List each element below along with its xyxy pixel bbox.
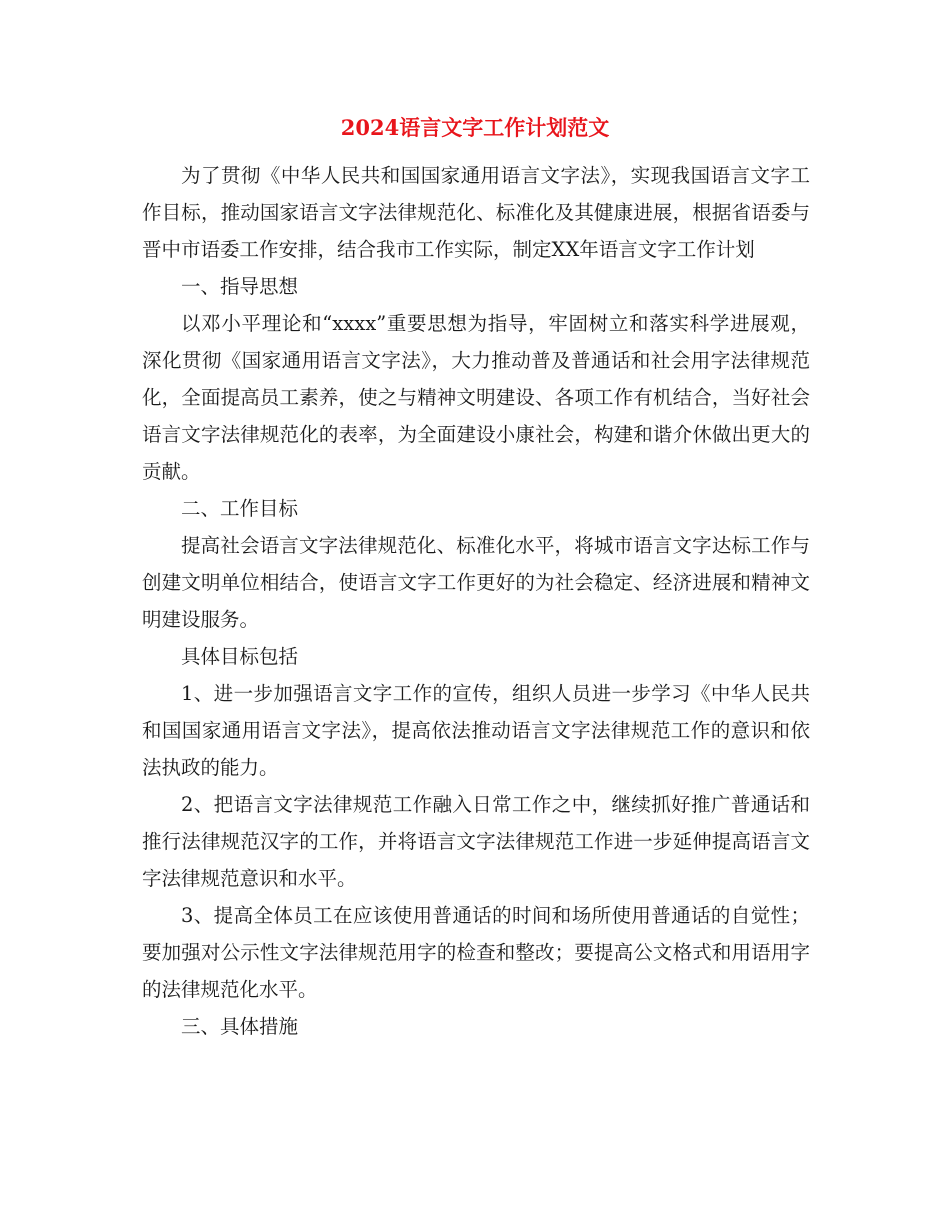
work-goals-paragraph: 提高社会语言文字法律规范化、标准化水平，将城市语言文字达标工作与创建文明单位相结合，使语言文字工作更好的为社会稳定、经济进展和精神文明建设服务。 xyxy=(142,534,810,631)
guiding-ideology-paragraph: 以邓小平理论和“xxxx”重要思想为指导，牢固树立和落实科学进展观，深化贯彻《国家通用语言文字法》，大力推动普及普通话和社会用字法律规范化，全面提高员工素养，使之与精神文明建设、各项工作有机结合，当好社会语言文字法律规范化的表率，为全面建设小康社会，构建和谐介休做出更大的贡献。 xyxy=(142,312,810,483)
goal-item-3: 3、提高全体员工在应该使用普通话的时间和场所使用普通话的自觉性；要加强对公示性文字法律规范用字的检查和整改；要提高公文格式和用语用字的法律规范化水平。 xyxy=(142,904,810,1001)
document-title: 2024语言文字工作计划范文 xyxy=(340,115,610,140)
section-heading-specific-measures: 三、具体措施 xyxy=(181,1015,299,1038)
goal-item-2: 2、把语言文字法律规范工作融入日常工作之中，继续抓好推广普通话和推行法律规范汉字的工作，并将语言文字法律规范工作进一步延伸提高语言文字法律规范意识和水平。 xyxy=(142,793,810,890)
section-heading-work-goals: 二、工作目标 xyxy=(181,497,299,520)
specific-goals-heading: 具体目标包括 xyxy=(181,645,299,668)
goal-item-1: 1、进一步加强语言文字工作的宣传，组织人员进一步学习《中华人民共和国国家通用语言文字法》，提高依法推动语言文字法律规范工作的意识和依法执政的能力。 xyxy=(142,682,810,779)
document-body xyxy=(142,157,810,1045)
section-heading-guiding-ideology: 一、指导思想 xyxy=(181,275,299,298)
intro-paragraph: 为了贯彻《中华人民共和国国家通用语言文字法》，实现我国语言文字工作目标，推动国家语言文字法律规范化、标准化及其健康进展，根据省语委与晋中市语委工作安排，结合我市工作实际，制定XX年语言文字工作计划 xyxy=(142,164,810,261)
